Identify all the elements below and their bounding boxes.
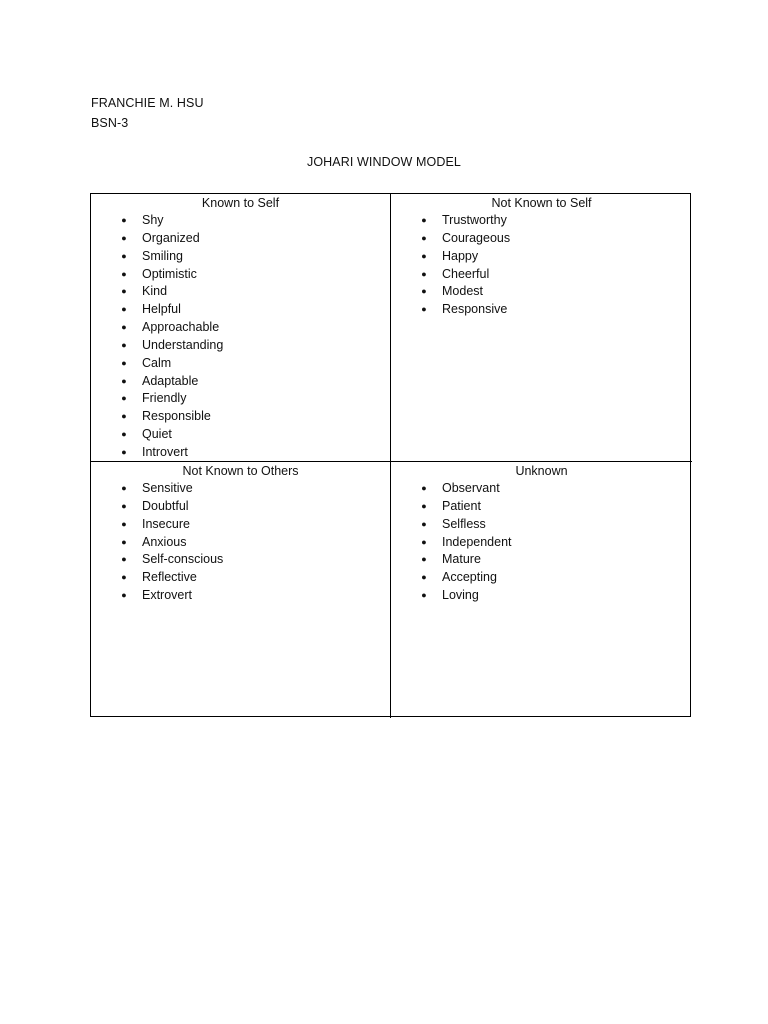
trait-label: Understanding [142, 337, 224, 352]
bullet-icon: ● [421, 500, 427, 511]
quadrant-known-to-self [91, 194, 391, 462]
list-item [391, 480, 692, 498]
trait-list [391, 480, 692, 605]
johari-window-table [90, 193, 691, 717]
bullet-icon: ● [121, 215, 127, 225]
trait-label: Selfless [442, 516, 486, 531]
trait-list [91, 480, 390, 605]
list-item [391, 283, 692, 301]
bullet-icon: ● [121, 429, 127, 440]
list-item [91, 516, 390, 534]
bullet-icon: ● [421, 483, 427, 493]
list-item [91, 212, 390, 230]
bullet-icon: ● [121, 483, 127, 493]
document-title: JOHARI WINDOW MODEL [307, 155, 461, 169]
bullet-icon: ● [421, 250, 427, 261]
list-item [91, 408, 390, 426]
list-item [391, 534, 692, 552]
bullet-icon: ● [121, 500, 127, 511]
list-item [91, 248, 390, 266]
list-item [91, 390, 390, 408]
bullet-icon: ● [121, 286, 127, 297]
trait-label: Kind [142, 284, 168, 299]
list-item [91, 283, 390, 301]
bullet-icon: ● [121, 446, 127, 457]
trait-list [391, 212, 692, 319]
list-item [91, 337, 390, 355]
list-item [391, 587, 692, 605]
quadrant-not-known-to-self [391, 194, 692, 462]
trait-label: Approachable [142, 320, 220, 335]
trait-label: Smiling [142, 248, 183, 263]
bullet-icon: ● [121, 250, 127, 261]
bullet-icon: ● [121, 304, 127, 315]
list-item [391, 301, 692, 319]
list-item [91, 551, 390, 569]
trait-label: Introvert [142, 444, 188, 459]
bullet-icon: ● [121, 339, 127, 350]
quadrant-unknown [391, 462, 692, 718]
list-item [91, 587, 390, 605]
list-item [391, 516, 692, 534]
trait-label: Independent [442, 534, 512, 549]
list-item [391, 230, 692, 248]
trait-label: Helpful [142, 302, 181, 317]
trait-label: Self-conscious [142, 552, 224, 567]
bullet-icon: ● [421, 268, 427, 279]
bullet-icon: ● [421, 232, 427, 243]
list-item [391, 498, 692, 516]
list-item [391, 248, 692, 266]
bullet-icon: ● [121, 590, 127, 601]
trait-label: Insecure [142, 516, 190, 531]
bullet-icon: ● [121, 232, 127, 243]
list-item [91, 569, 390, 587]
bullet-icon: ● [121, 411, 127, 422]
list-item [91, 266, 390, 284]
trait-label: Reflective [142, 570, 197, 585]
list-item [391, 569, 692, 587]
list-item [391, 551, 692, 569]
bullet-icon: ● [421, 590, 427, 601]
list-item [91, 355, 390, 373]
trait-label: Patient [442, 498, 481, 513]
trait-label: Optimistic [142, 266, 197, 281]
list-item [91, 444, 390, 462]
trait-label: Responsive [442, 302, 508, 317]
bullet-icon: ● [121, 518, 127, 529]
bullet-icon: ● [121, 572, 127, 583]
trait-label: Adaptable [142, 373, 199, 388]
list-item [91, 301, 390, 319]
quadrant-title: Unknown [515, 464, 568, 478]
trait-label: Responsible [142, 409, 211, 424]
list-item [91, 498, 390, 516]
list-item [91, 534, 390, 552]
bullet-icon: ● [421, 554, 427, 565]
trait-label: Quiet [142, 427, 172, 442]
trait-label: Accepting [442, 570, 497, 585]
bullet-icon: ● [121, 375, 127, 386]
list-item [91, 319, 390, 337]
trait-label: Anxious [142, 534, 187, 549]
trait-list [91, 212, 390, 462]
list-item [391, 212, 692, 230]
trait-label: Organized [142, 230, 200, 245]
trait-label: Observant [442, 481, 500, 495]
trait-label: Sensitive [142, 481, 193, 495]
bullet-icon: ● [421, 536, 427, 547]
bullet-icon: ● [121, 357, 127, 368]
list-item [91, 480, 390, 498]
quadrant-title: Known to Self [201, 196, 280, 210]
bullet-icon: ● [121, 554, 127, 565]
author-name: FRANCHIE M. HSU [91, 96, 204, 110]
bullet-icon: ● [121, 536, 127, 547]
quadrant-title: Not Known to Others [182, 464, 299, 478]
trait-label: Mature [442, 552, 481, 567]
bullet-icon: ● [121, 268, 127, 279]
list-item [91, 426, 390, 444]
trait-label: Trustworthy [442, 213, 507, 227]
bullet-icon: ● [121, 393, 127, 404]
quadrant-not-known-to-others [91, 462, 391, 718]
author-course: BSN-3 [91, 116, 129, 130]
trait-label: Doubtful [142, 498, 189, 513]
trait-label: Happy [442, 248, 479, 263]
bullet-icon: ● [421, 572, 427, 583]
trait-label: Shy [142, 213, 164, 227]
list-item [91, 230, 390, 248]
trait-label: Friendly [142, 391, 187, 406]
bullet-icon: ● [421, 286, 427, 297]
quadrant-title: Not Known to Self [491, 196, 592, 210]
trait-label: Extrovert [142, 588, 193, 603]
bullet-icon: ● [421, 518, 427, 529]
bullet-icon: ● [421, 215, 427, 225]
list-item [91, 373, 390, 391]
trait-label: Courageous [442, 230, 511, 245]
trait-label: Modest [442, 284, 483, 299]
trait-label: Loving [442, 588, 479, 603]
trait-label: Cheerful [442, 266, 490, 281]
bullet-icon: ● [121, 322, 127, 333]
trait-label: Calm [142, 355, 172, 370]
bullet-icon: ● [421, 304, 427, 315]
list-item [391, 266, 692, 284]
